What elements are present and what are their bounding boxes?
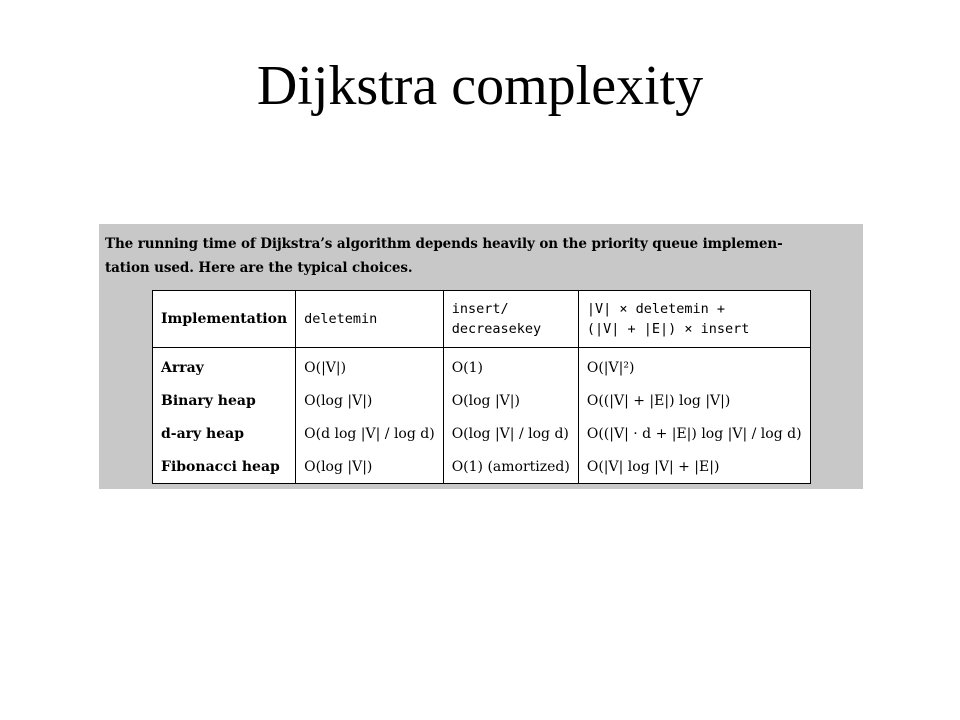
table-header-row — [153, 291, 811, 348]
row-total: O((|V| · d + |E|) log |V| / log d) — [578, 418, 810, 451]
row-insert: O(1) — [443, 348, 578, 385]
intro-line-1: The running time of Dijkstra’s algorithm depends heavily on the priority queue implemen- — [105, 236, 783, 252]
complexity-panel — [99, 224, 863, 489]
intro-text — [105, 232, 861, 280]
row-impl: Fibonacci heap — [153, 451, 296, 484]
intro-line-2: tation used. Here are the typical choices. — [105, 260, 413, 276]
slide-title: Dijkstra complexity — [256, 55, 704, 117]
row-deletemin: O(log |V|) — [296, 385, 444, 418]
row-insert: O(log |V| / log d) — [443, 418, 578, 451]
row-total: O(|V| log |V| + |E|) — [578, 451, 810, 484]
header-implementation: Implementation — [153, 291, 296, 348]
table-row — [153, 418, 811, 451]
row-total: O((|V| + |E|) log |V|) — [578, 385, 810, 418]
row-impl: Binary heap — [153, 385, 296, 418]
row-impl: Array — [153, 348, 296, 385]
table-row — [153, 451, 811, 484]
row-deletemin: O(log |V|) — [296, 451, 444, 484]
row-insert: O(1) (amortized) — [443, 451, 578, 484]
table-row — [153, 348, 811, 385]
row-impl: d-ary heap — [153, 418, 296, 451]
complexity-table — [152, 290, 811, 484]
row-deletemin: O(|V|) — [296, 348, 444, 385]
row-deletemin: O(d log |V| / log d) — [296, 418, 444, 451]
table-row — [153, 385, 811, 418]
header-insert: insert/ decreasekey — [443, 291, 578, 348]
header-total: |V| × deletemin + (|V| + |E|) × insert — [578, 291, 810, 348]
header-deletemin: deletemin — [296, 291, 444, 348]
row-insert: O(log |V|) — [443, 385, 578, 418]
row-total: O(|V|²) — [578, 348, 810, 385]
